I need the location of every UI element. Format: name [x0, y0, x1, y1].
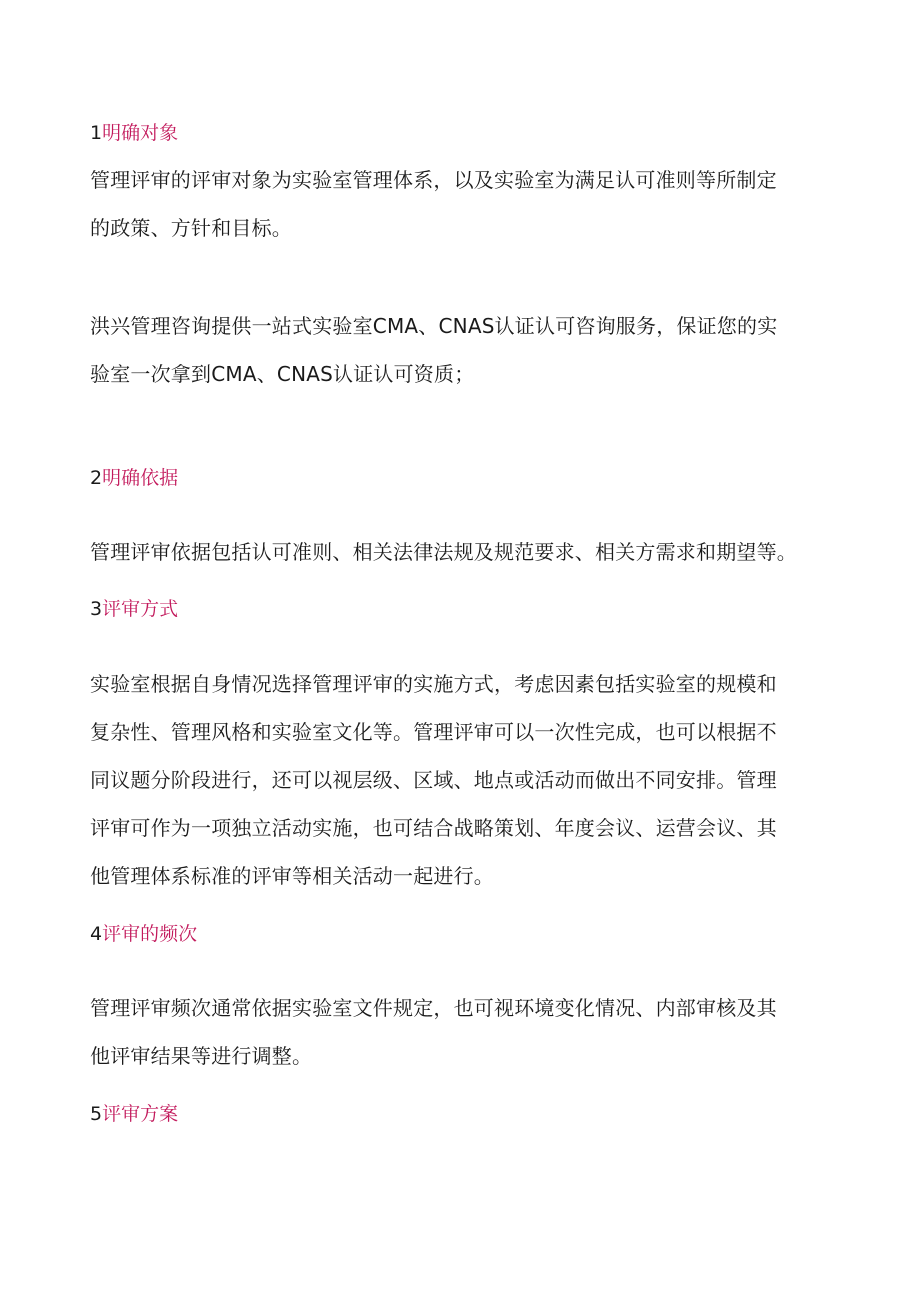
section-3-heading [90, 596, 830, 622]
section-5-heading [90, 1101, 830, 1127]
section-2-number: 2 [90, 467, 103, 489]
text-line: 复杂性、管理风格和实验室文化等。管理评审可以一次性完成，也可以根据不 [90, 720, 777, 744]
section-3-number: 3 [90, 598, 103, 620]
section-2-paragraph-1 [90, 528, 830, 576]
text-line: 管理评审依据包括认可准则、相关法律法规及规范要求、相关方需求和期望等。 [90, 540, 797, 564]
text-line: 同议题分阶段进行，还可以视层级、区域、地点或活动而做出不同安排。管理 [90, 768, 777, 792]
text-line: 洪兴管理咨询提供一站式实验室CMA、CNAS认证认可咨询服务，保证您的实 [90, 314, 778, 338]
text-line: 管理评审频次通常依据实验室文件规定，也可视环境变化情况、内部审核及其 [90, 996, 777, 1020]
section-2-heading [90, 465, 830, 491]
section-3-title: 评审方式 [102, 598, 179, 620]
section-4-number: 4 [90, 923, 103, 945]
text-line: 的政策、方针和目标。 [90, 216, 292, 240]
text-line: 验室一次拿到CMA、CNAS认证认可资质； [90, 362, 475, 386]
section-4-heading [90, 921, 830, 947]
section-5-number: 5 [90, 1103, 103, 1125]
section-1-paragraph-1 [90, 156, 830, 252]
section-4-title: 评审的频次 [102, 923, 198, 945]
section-1-heading [90, 120, 830, 146]
section-1-paragraph-2 [90, 302, 830, 398]
section-3-paragraph-1 [90, 660, 830, 900]
text-line: 评审可作为一项独立活动实施，也可结合战略策划、年度会议、运营会议、其 [90, 816, 777, 840]
section-5-title: 评审方案 [102, 1103, 179, 1125]
text-line: 他管理体系标准的评审等相关活动一起进行。 [90, 864, 494, 888]
section-2-title: 明确依据 [102, 467, 179, 489]
section-1-title: 明确对象 [102, 122, 179, 144]
text-line: 实验室根据自身情况选择管理评审的实施方式，考虑因素包括实验室的规模和 [90, 672, 777, 696]
text-line: 管理评审的评审对象为实验室管理体系，以及实验室为满足认可准则等所制定 [90, 168, 777, 192]
section-1-number: 1 [90, 122, 103, 144]
text-line: 他评审结果等进行调整。 [90, 1044, 313, 1068]
section-4-paragraph-1 [90, 984, 830, 1080]
